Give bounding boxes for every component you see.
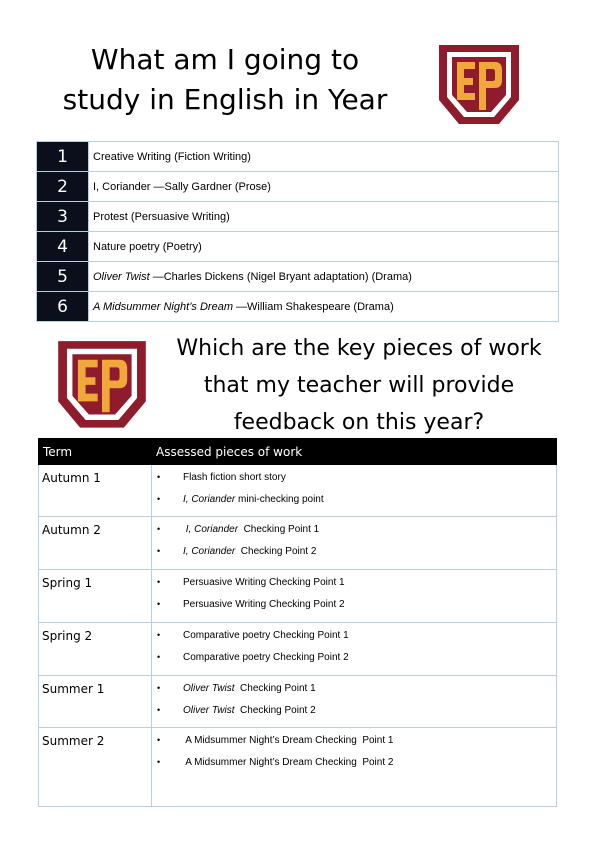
unit-number: 4 (37, 232, 89, 262)
list-item-label: Persuasive Writing Checking Point 1 (183, 577, 345, 588)
unit-number: 6 (37, 292, 89, 322)
unit-title (89, 232, 559, 262)
term-cell: Spring 2 (39, 623, 152, 676)
table-row (37, 232, 559, 262)
term-cell: Autumn 2 (39, 517, 152, 570)
column-header-assessed-work: Assessed pieces of work (152, 439, 557, 465)
list-item (152, 571, 556, 593)
assessed-work-cell (152, 728, 557, 807)
list-item-label: A Midsummer Night’s Dream Checking Point 1 (183, 735, 394, 746)
page-title-line-2: study in English in Year (62, 83, 388, 116)
list-item-text (183, 705, 316, 716)
list-item-italic: I, Coriander (183, 494, 236, 505)
unit-title-text: Nature poetry (Poetry) (93, 240, 202, 253)
bullet-icon: • (157, 472, 161, 482)
table-row (39, 728, 557, 807)
list-item (152, 624, 556, 646)
list-item-text (183, 524, 319, 535)
assessed-work-cell (152, 465, 557, 517)
list-item-label: Checking Point 1 (234, 683, 316, 694)
unit-number: 2 (37, 172, 89, 202)
list-item (152, 518, 556, 540)
list-item (152, 729, 556, 751)
list-item-italic: Oliver Twist (183, 683, 235, 694)
page-title-line-1: What am I going to (90, 43, 360, 76)
unit-title-text: Creative Writing (Fiction Writing) (93, 150, 251, 163)
list-item (152, 677, 556, 699)
table-row (37, 172, 559, 202)
bullet-icon: • (157, 705, 161, 715)
list-item-text (183, 652, 349, 663)
table-row (39, 623, 557, 676)
feedback-heading (160, 330, 558, 441)
list-item (152, 466, 556, 488)
bullet-icon: • (157, 577, 161, 587)
assessed-work-table (38, 438, 557, 807)
unit-title-italic: A Midsummer Night’s Dream (93, 300, 233, 313)
assessed-work-cell (152, 517, 557, 570)
list-item-label: Checking Point 2 (234, 705, 316, 716)
table-row (39, 570, 557, 623)
table-row (37, 142, 559, 172)
term-cell: Spring 1 (39, 570, 152, 623)
list-item-italic: Oliver Twist (183, 705, 235, 716)
unit-title (89, 292, 559, 322)
unit-title (89, 202, 559, 232)
list-item-italic: I, Coriander (183, 546, 236, 557)
list-item (152, 593, 556, 615)
bullet-icon: • (157, 683, 161, 693)
list-item (152, 751, 556, 773)
feedback-heading-line-1: Which are the key pieces of work (176, 336, 542, 361)
list-item-text (183, 472, 286, 483)
column-header-term: Term (39, 439, 152, 465)
list-item-label: A Midsummer Night’s Dream Checking Point 2 (183, 757, 394, 768)
unit-number: 1 (37, 142, 89, 172)
bullet-icon: • (157, 524, 161, 534)
list-item-label: mini-checking point (235, 494, 324, 505)
table-header-row (39, 439, 557, 465)
unit-title-text: —Charles Dickens (Nigel Bryant adaptation) (Drama) (149, 270, 412, 283)
list-item-label: Comparative poetry Checking Point 2 (183, 652, 349, 663)
table-row (39, 676, 557, 728)
page-title (40, 40, 410, 120)
list-item-text (183, 546, 316, 557)
unit-title-text: I, Coriander —Sally Gardner (Prose) (93, 180, 271, 193)
unit-number: 5 (37, 262, 89, 292)
unit-title (89, 262, 559, 292)
term-cell: Autumn 1 (39, 465, 152, 517)
list-item-text (183, 683, 316, 694)
list-item-text (183, 577, 345, 588)
unit-title (89, 172, 559, 202)
assessed-work-cell (152, 676, 557, 728)
bullet-icon: • (157, 757, 161, 767)
list-item (152, 699, 556, 721)
table-row (37, 202, 559, 232)
list-item-italic: I, Coriander (183, 524, 239, 535)
bullet-icon: • (157, 494, 161, 504)
study-units-table (36, 141, 559, 322)
unit-title (89, 142, 559, 172)
list-item-label: Comparative poetry Checking Point 1 (183, 630, 349, 641)
table-row (37, 262, 559, 292)
unit-title-italic: Oliver Twist (93, 270, 150, 283)
list-item (152, 488, 556, 510)
list-item-text (183, 757, 393, 768)
school-logo-icon (56, 340, 148, 432)
feedback-heading-line-2: that my teacher will provide (203, 373, 515, 398)
list-item-label: Checking Point 2 (235, 546, 317, 557)
assessed-work-cell (152, 570, 557, 623)
bullet-icon: • (157, 599, 161, 609)
table-row (39, 465, 557, 517)
bullet-icon: • (157, 630, 161, 640)
unit-title-text: —William Shakespeare (Drama) (232, 300, 394, 313)
feedback-heading-line-3: feedback on this year? (233, 410, 485, 435)
list-item-label: Flash fiction short story (183, 472, 286, 483)
bullet-icon: • (157, 735, 161, 745)
table-row (39, 517, 557, 570)
list-item (152, 646, 556, 668)
unit-title-text: Protest (Persuasive Writing) (93, 210, 230, 223)
school-logo-icon (437, 44, 521, 128)
term-cell: Summer 1 (39, 676, 152, 728)
list-item (152, 540, 556, 562)
list-item-text (183, 494, 324, 505)
table-row (37, 292, 559, 322)
term-cell: Summer 2 (39, 728, 152, 807)
bullet-icon: • (157, 546, 161, 556)
assessed-work-cell (152, 623, 557, 676)
unit-number: 3 (37, 202, 89, 232)
list-item-text (183, 599, 345, 610)
bullet-icon: • (157, 652, 161, 662)
list-item-text (183, 735, 393, 746)
list-item-label: Checking Point 1 (238, 524, 320, 535)
list-item-text (183, 630, 349, 641)
list-item-label: Persuasive Writing Checking Point 2 (183, 599, 345, 610)
